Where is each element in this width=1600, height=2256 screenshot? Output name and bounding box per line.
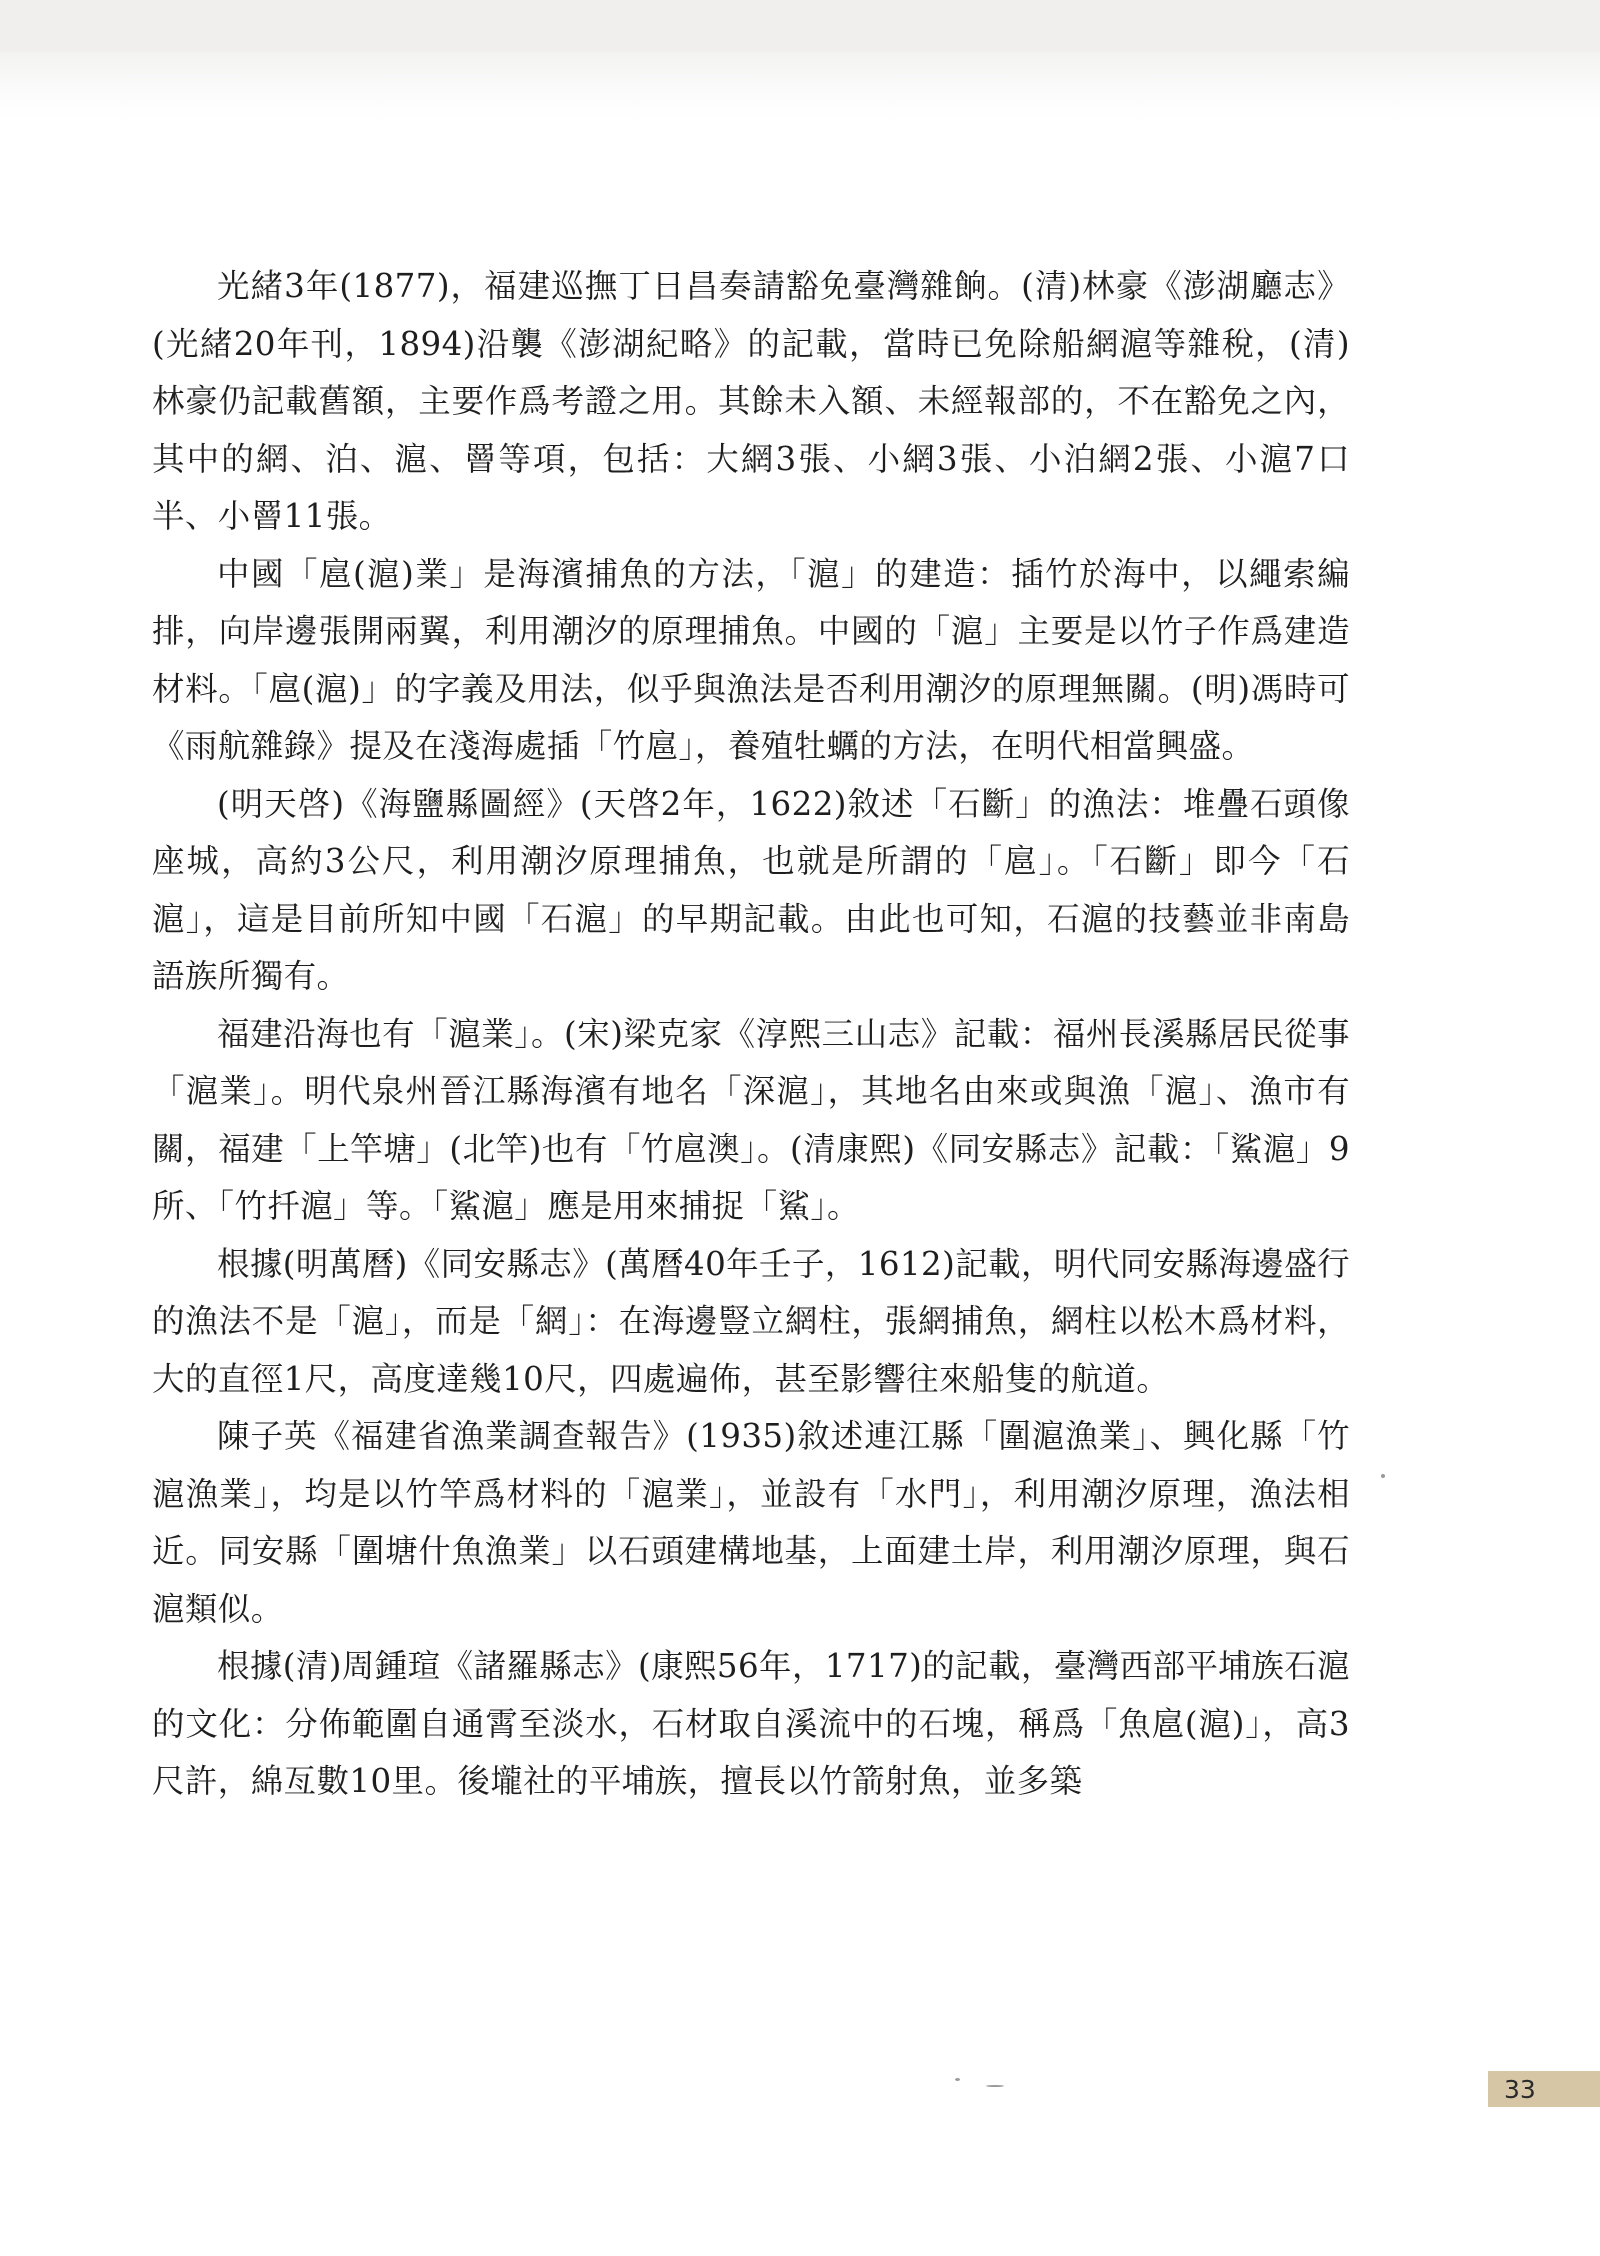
scan-top-strip — [0, 0, 1600, 52]
paragraph-1: 光緒3年(1877)，福建巡撫丁日昌奏請豁免臺灣雜餉。(清)林豪《澎湖廳志》(光緒20年刊，1894)沿襲《澎湖紀略》的記載，當時已免除船網滬等雜稅，(清)林豪仍記載舊額，主要作爲考證之用。其餘未入額、未經報部的，不在豁免之內，其中的網、泊、滬、罾等項，包括：大網3張、小網3張、小泊網2張、小滬7口半、小罾11張。 — [152, 267, 1350, 535]
scan-top-shadow — [0, 52, 1600, 122]
body-text — [152, 258, 1350, 1811]
paragraph-5: 根據(明萬曆)《同安縣志》(萬曆40年壬子，1612)記載，明代同安縣海邊盛行的漁法不是「滬」，而是「網」：在海邊豎立網柱，張網捕魚，網柱以松木爲材料，大的直徑1尺，高度達幾10尺，四處遍佈，甚至影響往來船隻的航道。 — [152, 1244, 1350, 1398]
paragraph-7: 根據(清)周鍾瑄《諸羅縣志》(康熙56年，1717)的記載，臺灣西部平埔族石滬的文化：分佈範圍自通霄至淡水，石材取自溪流中的石塊，稱爲「魚扈(滬)」，高3尺許，綿亙數10里。後壠社的平埔族，擅長以竹箭射魚，並多築 — [152, 1647, 1350, 1800]
paragraph-3: (明天啓)《海鹽縣圖經》(天啓2年，1622)敘述「石斷」的漁法：堆疊石頭像座城，高約3公尺，利用潮汐原理捕魚，也就是所謂的「扈」。「石斷」即今「石滬」，這是目前所知中國「石滬」的早期記載。由此也可知，石滬的技藝並非南島語族所獨有。 — [152, 784, 1350, 995]
paragraph-6: 陳子英《福建省漁業調查報告》(1935)敘述連江縣「圍滬漁業」、興化縣「竹滬漁業」，均是以竹竿爲材料的「滬業」，並設有「水門」，利用潮汐原理，漁法相近。同安縣「圍塘什魚漁業」以石頭建構地基，上面建土岸，利用潮汐原理，與石滬類似。 — [152, 1417, 1350, 1628]
scan-speck — [955, 2078, 960, 2081]
scan-speck — [986, 2085, 1004, 2087]
paragraph-2: 中國「扈(滬)業」是海濱捕魚的方法，「滬」的建造：插竹於海中，以繩索編排，向岸邊張開兩翼，利用潮汐的原理捕魚。中國的「滬」主要是以竹子作爲建造材料。「扈(滬)」的字義及用法，似乎與漁法是否利用潮汐的原理無關。(明)馮時可《雨航雜錄》提及在淺海處插「竹扈」，養殖牡蠣的方法，在明代相當興盛。 — [152, 554, 1350, 765]
scan-speck — [1381, 1474, 1385, 1478]
page-number: 33 — [1504, 2074, 1536, 2104]
paragraph-4: 福建沿海也有「滬業」。(宋)梁克家《淳熙三山志》記載：福州長溪縣居民從事「滬業」。明代泉州晉江縣海濱有地名「深滬」，其地名由來或與漁「滬」、漁市有關，福建「上竿塘」(北竿)也有「竹扈澳」。(清康熙)《同安縣志》記載：「鯊滬」9所、「竹扦滬」等。「鯊滬」應是用來捕捉「鯊」。 — [152, 1014, 1350, 1225]
page-number-badge — [1488, 2071, 1600, 2107]
